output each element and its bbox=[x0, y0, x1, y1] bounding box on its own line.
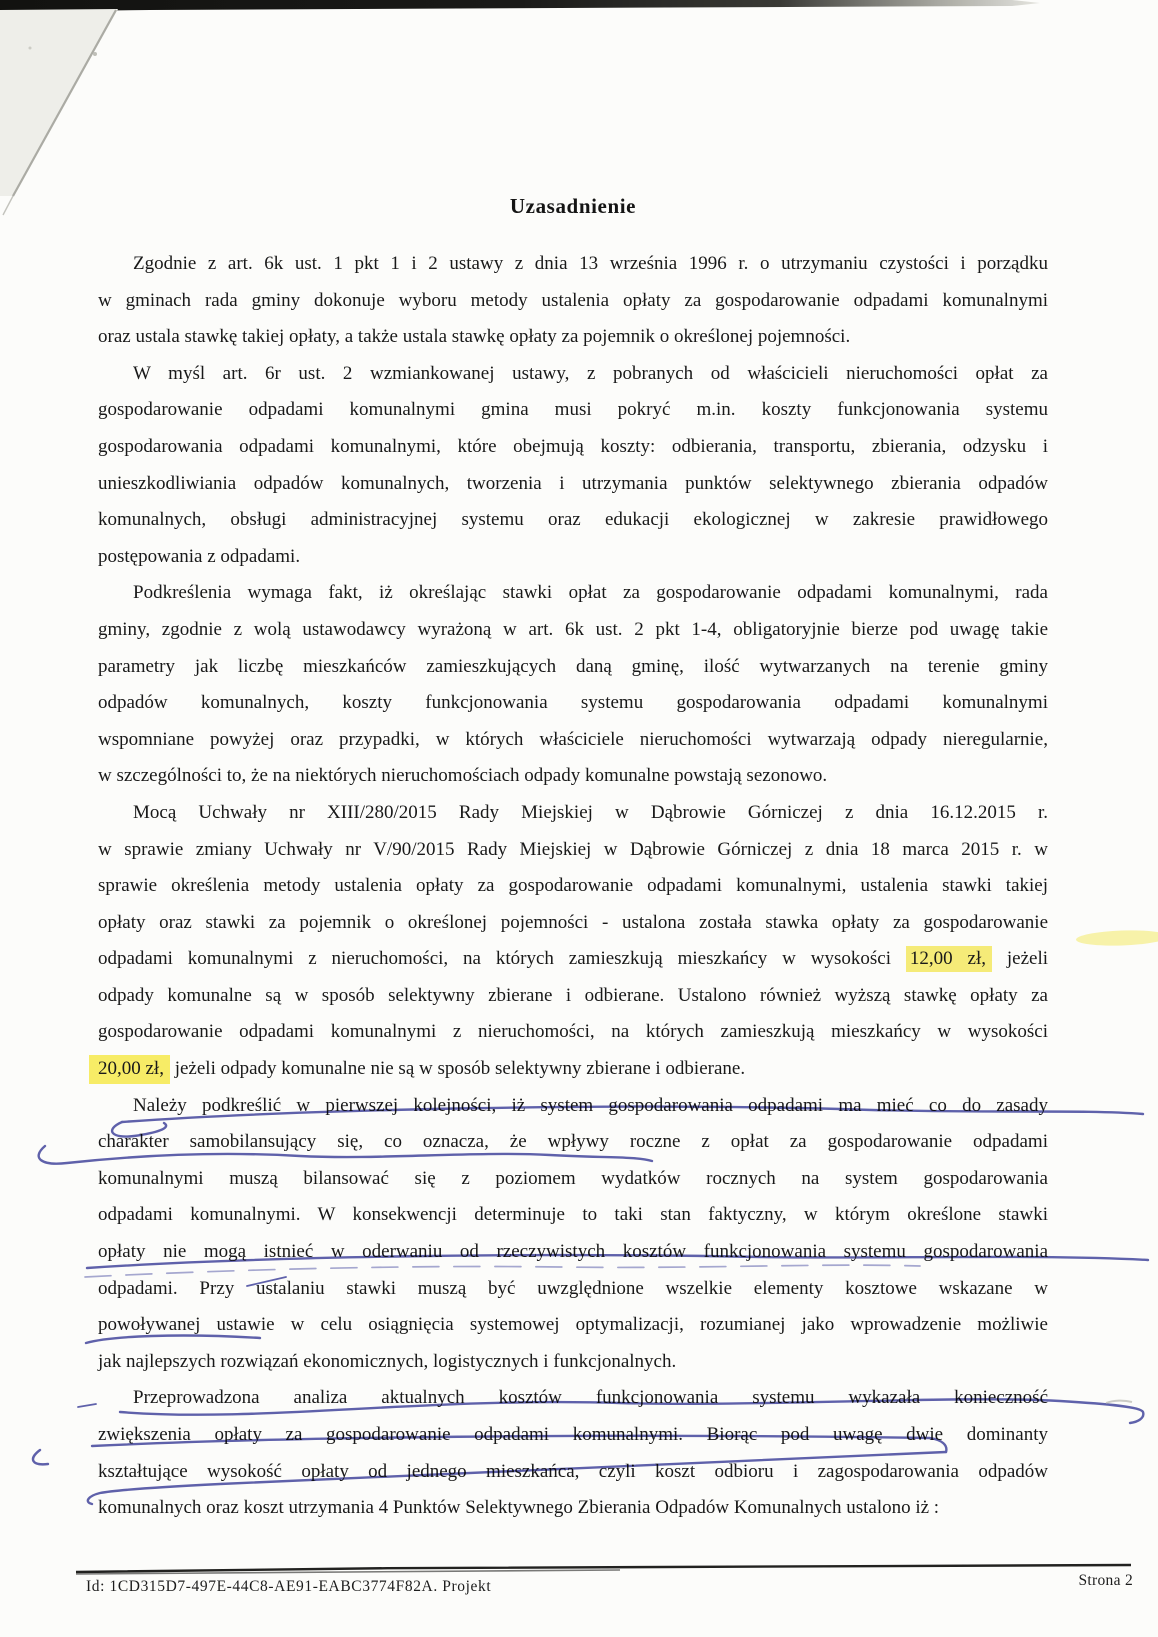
text-segment: komunalnymi muszą bilansować się z poziomem wydatków rocznych na system gospodarowania bbox=[98, 1167, 1048, 1189]
text-segment: odpady komunalne są w sposób selektywny zbierane i odbierane. Ustalono również wyższą stawkę opłaty za bbox=[98, 984, 1048, 1006]
text-line bbox=[98, 392, 1048, 429]
text-segment: w sprawie zmiany Uchwały nr V/90/2015 Rady Miejskiej w Dąbrowie Górniczej z dnia 18 marca 2015 r. w bbox=[98, 838, 1048, 860]
text-segment: komunalnych, obsługi administracyjnej systemu oraz edukacji ekologicznej w zakresie prawidłowego bbox=[98, 509, 1048, 531]
page-title: Uzasadnienie bbox=[509, 194, 637, 218]
text-segment: unieszkodliwiania odpadów komunalnych, tworzenia i utrzymania punktów selektywnego zbierania odpadów bbox=[98, 472, 1048, 494]
text-segment: wspomniane powyżej oraz przypadki, w których właściciele nieruchomości wytwarzają odpady nieregularnie, bbox=[98, 728, 1048, 750]
text-segment: opłaty oraz stawki za pojemnik o określonej pojemności - ustalona została stawka opłaty za gospodarowanie bbox=[98, 911, 1048, 933]
text-segment: odpadami. Przy ustalaniu stawki muszą być uwzględnione wszelkie elementy kosztowe wskazane w bbox=[98, 1277, 1048, 1299]
text-line bbox=[98, 758, 1048, 795]
text-segment: gospodarowanie odpadami komunalnymi gmina musi pokryć m.in. koszty funkcjonowania systemu bbox=[98, 399, 1048, 421]
text-line bbox=[98, 319, 1048, 356]
text-segment: komunalnych oraz koszt utrzymania 4 Punktów Selektywnego Zbierania Odpadów Komunalnych ustalono iż : bbox=[98, 1497, 940, 1519]
document-id: Id: 1CD315D7-497E-44C8-AE91-EABC3774F82A. Projekt bbox=[86, 1578, 492, 1595]
text-line bbox=[98, 1454, 1048, 1491]
text-line bbox=[98, 1307, 1048, 1344]
text-line bbox=[98, 1161, 1048, 1198]
text-line bbox=[98, 978, 1048, 1015]
text-segment: gospodarowanie odpadami komunalnymi z nieruchomości, na których zamieszkują mieszkańcy w wysokości bbox=[98, 1021, 1048, 1043]
text-segment: zwiększenia opłaty za gospodarowanie odpadami komunalnymi. Biorąc pod uwagę dwie dominanty bbox=[98, 1424, 1048, 1445]
text-segment: opłaty nie mogą istnieć w oderwaniu od rzeczywistych kosztów funkcjonowania systemu gospodarowania bbox=[98, 1241, 1048, 1263]
text-line bbox=[98, 502, 1048, 539]
text-line bbox=[98, 1051, 1048, 1088]
text-segment: Przeprowadzona analiza aktualnych kosztów funkcjonowania systemu wykazała konieczność bbox=[133, 1387, 1048, 1409]
text-segment: postępowania z odpadami. bbox=[98, 545, 301, 567]
text-line bbox=[98, 1124, 1048, 1161]
text-line bbox=[98, 941, 1048, 978]
highlighter-smudge bbox=[1076, 929, 1158, 947]
scan-corner-fold-artifact bbox=[0, 9, 118, 215]
text-segment: Należy podkreślić w pierwszej kolejności, iż system gospodarowania odpadami ma mieć co do zasady bbox=[133, 1094, 1048, 1116]
text-segment: sprawie określenia metody ustalenia opłaty za gospodarowanie odpadami komunalnymi, ustalenia stawki takiej bbox=[98, 875, 1048, 897]
text-line bbox=[98, 685, 1048, 722]
text-line bbox=[98, 795, 1048, 832]
text-segment: w szczególności to, że na niektórych nieruchomościach odpady komunalne powstają sezonowo. bbox=[98, 765, 828, 787]
text-line bbox=[98, 1271, 1048, 1308]
text-segment: odpadów komunalnych, koszty funkcjonowania systemu gospodarowania odpadami komunalnymi bbox=[98, 692, 1048, 714]
text-line bbox=[98, 1088, 1048, 1125]
text-line bbox=[98, 283, 1048, 320]
highlighted-amount: 12,00 zł, bbox=[906, 946, 992, 972]
pencil-dash bbox=[1106, 1401, 1132, 1403]
text-segment: odpadami komunalnymi. W konsekwencji determinuje to taki stan faktyczny, w którym określone stawki bbox=[98, 1204, 1048, 1226]
text-line bbox=[98, 539, 1048, 576]
text-line bbox=[98, 612, 1048, 649]
text-line bbox=[98, 575, 1048, 612]
text-segment: parametry jak liczbę mieszkańców zamieszkujących daną gminę, ilość wytwarzanych na terenie gminy bbox=[98, 655, 1048, 677]
text-segment: jeżeli bbox=[991, 948, 1049, 970]
text-line bbox=[98, 1234, 1048, 1271]
text-segment: kształtujące wysokość opłaty od jednego mieszkańca, czyli koszt odbioru i zagospodarowania odpadów bbox=[98, 1460, 1048, 1482]
text-line bbox=[98, 649, 1048, 686]
text-line bbox=[98, 868, 1048, 905]
text-line bbox=[98, 1490, 1048, 1527]
pen-curl bbox=[33, 1450, 48, 1464]
body-text bbox=[98, 246, 1048, 1527]
text-line bbox=[98, 466, 1048, 503]
page-number: Strona 2 bbox=[1078, 1572, 1133, 1589]
text-line bbox=[98, 1197, 1048, 1234]
text-segment: gospodarowania odpadami komunalnymi, które obejmują koszty: odbierania, transportu, zbierania, odzysku i bbox=[98, 435, 1048, 457]
text-segment: Mocą Uchwały nr XIII/280/2015 Rady Miejskiej w Dąbrowie Górniczej z dnia 16.12.2015 r. bbox=[133, 801, 1048, 823]
text-line bbox=[98, 356, 1048, 393]
scan-top-edge-artifact bbox=[0, 0, 1040, 12]
text-segment: jak najlepszych rozwiązań ekonomicznych, logistycznych i funkcjonalnych. bbox=[98, 1350, 677, 1372]
text-line bbox=[98, 429, 1048, 466]
text-segment: powoływanej ustawie w celu osiągnięcia systemowej optymalizacji, rozumianej jako wprowadzenie możliwie bbox=[98, 1314, 1048, 1336]
text-line bbox=[98, 832, 1048, 869]
footer-rule bbox=[76, 1565, 1131, 1574]
text-segment: w gminach rada gminy dokonuje wyboru metody ustalenia opłaty za gospodarowanie odpadami komunalnymi bbox=[98, 289, 1048, 311]
text-line bbox=[98, 1344, 1048, 1381]
text-line bbox=[98, 1380, 1048, 1417]
text-line bbox=[98, 246, 1048, 283]
text-segment: Podkreślenia wymaga fakt, iż określając stawki opłat za gospodarowanie odpadami komunalnymi, rada bbox=[133, 582, 1048, 604]
text-segment: jeżeli odpady komunalne nie są w sposób selektywny zbierane i odbierane. bbox=[169, 1058, 746, 1080]
text-segment: odpadami komunalnymi z nieruchomości, na których zamieszkują mieszkańcy w wysokości bbox=[98, 948, 906, 970]
text-line bbox=[98, 1014, 1048, 1051]
text-line bbox=[98, 1417, 1048, 1454]
text-segment: W myśl art. 6r ust. 2 wzmiankowanej ustawy, z pobranych od właścicieli nieruchomości opłat za bbox=[133, 362, 1048, 384]
text-segment: Zgodnie z art. 6k ust. 1 pkt 1 i 2 ustawy z dnia 13 września 1996 r. o utrzymaniu czystości i porządku bbox=[133, 253, 1048, 274]
text-line bbox=[98, 722, 1048, 759]
text-segment: charakter samobilansujący się, co oznacza, że wpływy roczne z opłat za gospodarowanie odpadami bbox=[98, 1131, 1048, 1153]
text-segment: gminy, zgodnie z wolą ustawodawcy wyrażoną w art. 6k ust. 2 pkt 1-4, obligatoryjnie bierze pod uwagę takie bbox=[98, 618, 1048, 640]
pen-tick bbox=[78, 1404, 96, 1407]
text-line bbox=[98, 905, 1048, 942]
text-segment: oraz ustala stawkę takiej opłaty, a także ustala stawkę opłaty za pojemnik o określonej pojemności. bbox=[98, 326, 851, 348]
highlighted-amount: 20,00 zł, bbox=[89, 1055, 170, 1084]
